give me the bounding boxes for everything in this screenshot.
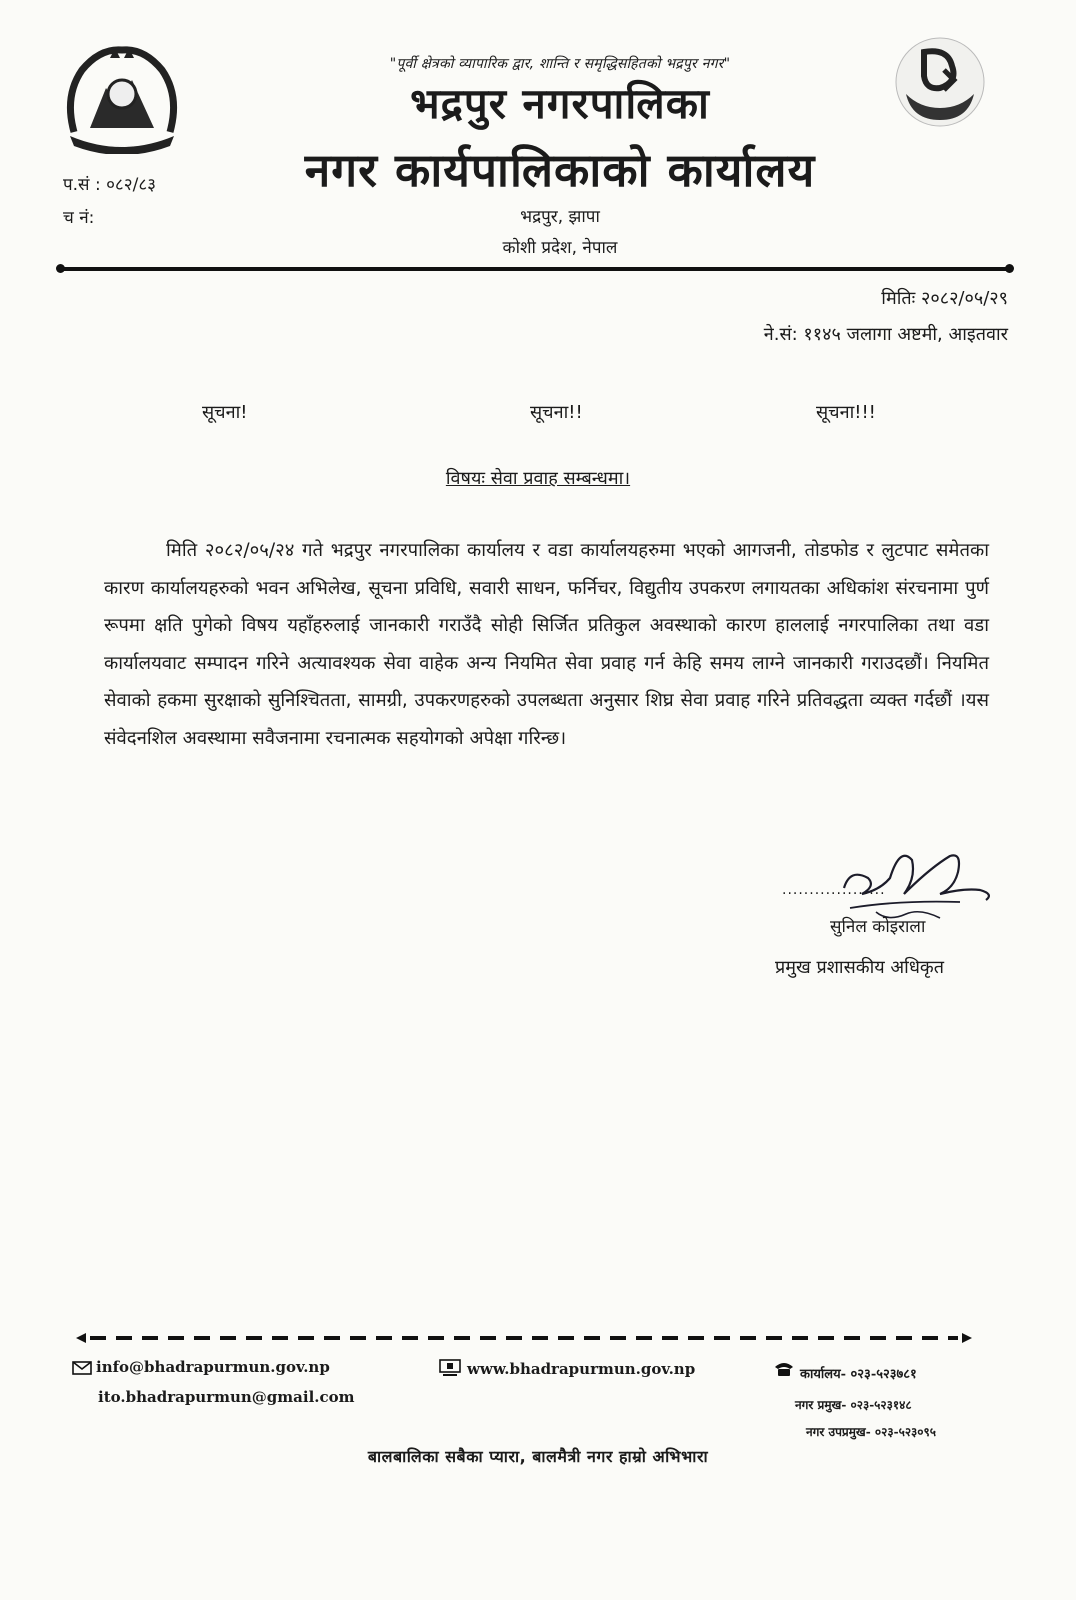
- footer-divider: [74, 1330, 974, 1344]
- header-divider: [60, 267, 1010, 271]
- footer-email-secondary[interactable]: ito.bhadrapurmun@gmail.com: [98, 1388, 355, 1406]
- header-motto: "पूर्वी क्षेत्रको व्यापारिक द्वार, शान्ति र समृद्धिसहितको भद्रपुर नगर": [389, 56, 731, 72]
- dispatch-number: च नं:: [63, 208, 95, 228]
- monitor-icon: [439, 1359, 461, 1377]
- footer-phone-deputy: नगर उपप्रमुख- ०२३-५२३०९५: [806, 1425, 937, 1439]
- footer-website[interactable]: www.bhadrapurmun.gov.np: [467, 1360, 696, 1378]
- letter-body: [104, 532, 989, 757]
- address-line-2: कोशी प्रदेश, नेपाल: [502, 238, 618, 258]
- letter-date: मितिः २०८२/०५/२९: [881, 288, 1008, 309]
- body-paragraph: मिति २०८२/०५/२४ गते भद्रपुर नगरपालिका कार्यालय र वडा कार्यालयहरुमा भएको आगजनी, तोडफोड र लुटपाट समेतका कारण कार्यालयहरुको भवन अभिलेख, सूचना प्रविधि, सवारी साधन, फर्निचर, विद्युतीय उपकरण लगायतका अधिकांश संरचनामा पुर्ण रूपमा क्षति पुगेको विषय यहाँहरुलाई जानकारी गराउँदै सोही सिर्जित प्रतिकुल अवस्थाको कारण हाललाई नगरपालिका तथा वडा कार्यालयवाट सम्पादन गरिने अत्यावश्यक सेवा वाहेक अन्य नियमित सेवा प्रवाह गर्न केहि समय लाग्ने जानकारी गराउदछौं। नियमित सेवाको हकमा सुरक्षाको सुनिश्चितता, सामग्री, उपकरणहरुको उपलब्धता अनुसार शिघ्र सेवा प्रवाह गरिने प्रतिवद्धता व्यक्त गर्दछौं ।यस संवेदनशिल अवस्थामा सवैजनामा रचनात्मक सहयोगको अपेक्षा गरिन्छ।: [104, 540, 989, 749]
- footer-slogan: बालबालिका सबैका प्यारा, बालमैत्री नगर हाम्रो अभिभारा: [367, 1447, 709, 1466]
- footer-phone-office: कार्यालय- ०२३-५२३७८१: [800, 1367, 917, 1382]
- svg-text:~~~~~: ~~~~~: [109, 143, 135, 150]
- footer-email-primary[interactable]: info@bhadrapurmun.gov.np: [96, 1358, 330, 1376]
- telephone-icon: [773, 1361, 795, 1377]
- address-line-1: भद्रपुर, झापा: [520, 207, 600, 227]
- signatory-name: सुनिल कोइराला: [830, 917, 926, 937]
- municipality-logo-icon: [890, 32, 990, 132]
- office-name: नगर कार्यपालिकाको कार्यालय: [304, 143, 816, 197]
- footer-phone-mayor: नगर प्रमुख- ०२३-५२३१४८: [795, 1398, 912, 1412]
- envelope-icon: [72, 1361, 92, 1375]
- signature-dots: ...................: [782, 882, 886, 898]
- notice-heading-3: सूचना!!!: [816, 402, 876, 423]
- subject-line: [0, 466, 1076, 490]
- nepal-emblem-icon: [60, 36, 184, 154]
- notice-heading-2: सूचना!!: [530, 402, 583, 423]
- nepal-sambat-date: ने.सं: ११४५ जलागा अष्टमी, आइतवार: [763, 324, 1008, 345]
- subject-text: विषयः सेवा प्रवाह सम्बन्धमा।: [445, 468, 631, 489]
- signatory-title: प्रमुख प्रशासकीय अधिकृत: [775, 957, 944, 978]
- notice-heading-1: सूचना!: [202, 402, 248, 423]
- letter-number: प.सं : ०८२/८३: [63, 175, 157, 195]
- municipality-name: भद्रपुर नगरपालिका: [410, 79, 710, 128]
